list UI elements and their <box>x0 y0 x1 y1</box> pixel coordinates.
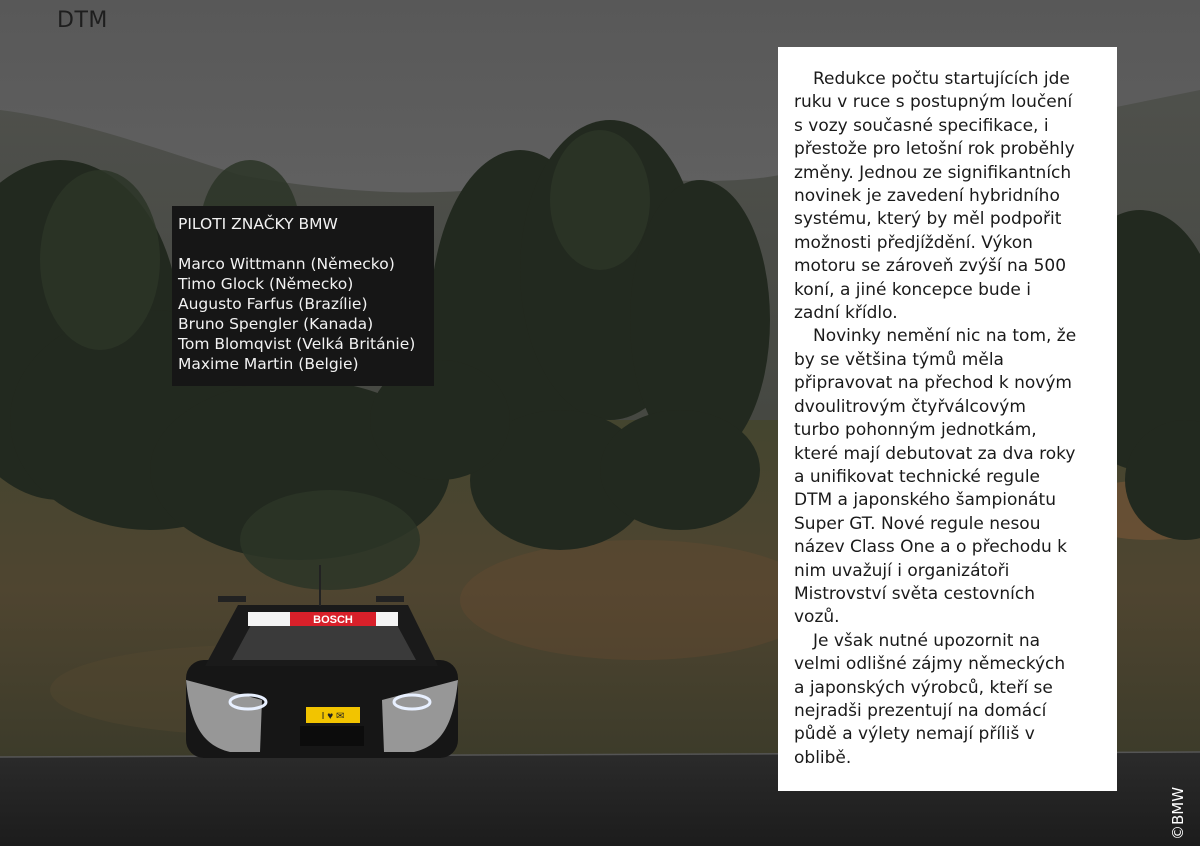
car-plate: I ♥ ✉ <box>321 711 345 722</box>
driver-item: Augusto Farfus (Brazílie) <box>178 295 368 313</box>
driver-item: Timo Glock (Německo) <box>178 275 354 293</box>
article-paragraph-2: Novinky nemění nic na tom, že by se většina týmů měla připravovat na přechod k novým dvoulitrovým čtyřválcovým turbo pohonným jednotkám, které mají debutovat za dva roky a unifikovat technické regule DTM a japonského šampionátu Super GT. Nové regule nesou název Class One a o přechodu k nim uvažují i organizátoři Mistrovství světa cestovních vozů. <box>794 326 1077 628</box>
photo-credit: ©BMW <box>1169 786 1187 840</box>
driver-item: Bruno Spengler (Kanada) <box>178 315 374 333</box>
pilots-title: PILOTI ZNAČKY BMW <box>178 215 338 233</box>
article-paragraph-3: Je však nutné upozornit na velmi odlišné zájmy německých a japonských výrobců, kteří se nejradši prezentují na domácí půdě a výlety nemají příliš v oblibě. <box>794 630 1066 768</box>
car-sponsor: BOSCH <box>313 614 353 626</box>
driver-item: Tom Blomqvist (Velká Británie) <box>178 335 416 353</box>
article-paragraph-1: Redukce počtu startujících jde ruku v ruce s postupným loučení s vozy současné specifikace, i přestože pro letošní rok proběhly změny. Jednou ze signifikantních novinek je zavedení hybridního systému, který by měl podpořit možnosti předjíždění. Výkon motoru se zároveň zvýší na 500 koní, a jiné koncepce bude i zadní křídlo. <box>794 69 1075 324</box>
pilots-infobox <box>172 206 434 386</box>
article-text-box <box>778 47 1117 791</box>
driver-item: Marco Wittmann (Německo) <box>178 255 395 273</box>
section-label: DTM <box>57 8 108 33</box>
driver-item: Maxime Martin (Belgie) <box>178 355 359 373</box>
